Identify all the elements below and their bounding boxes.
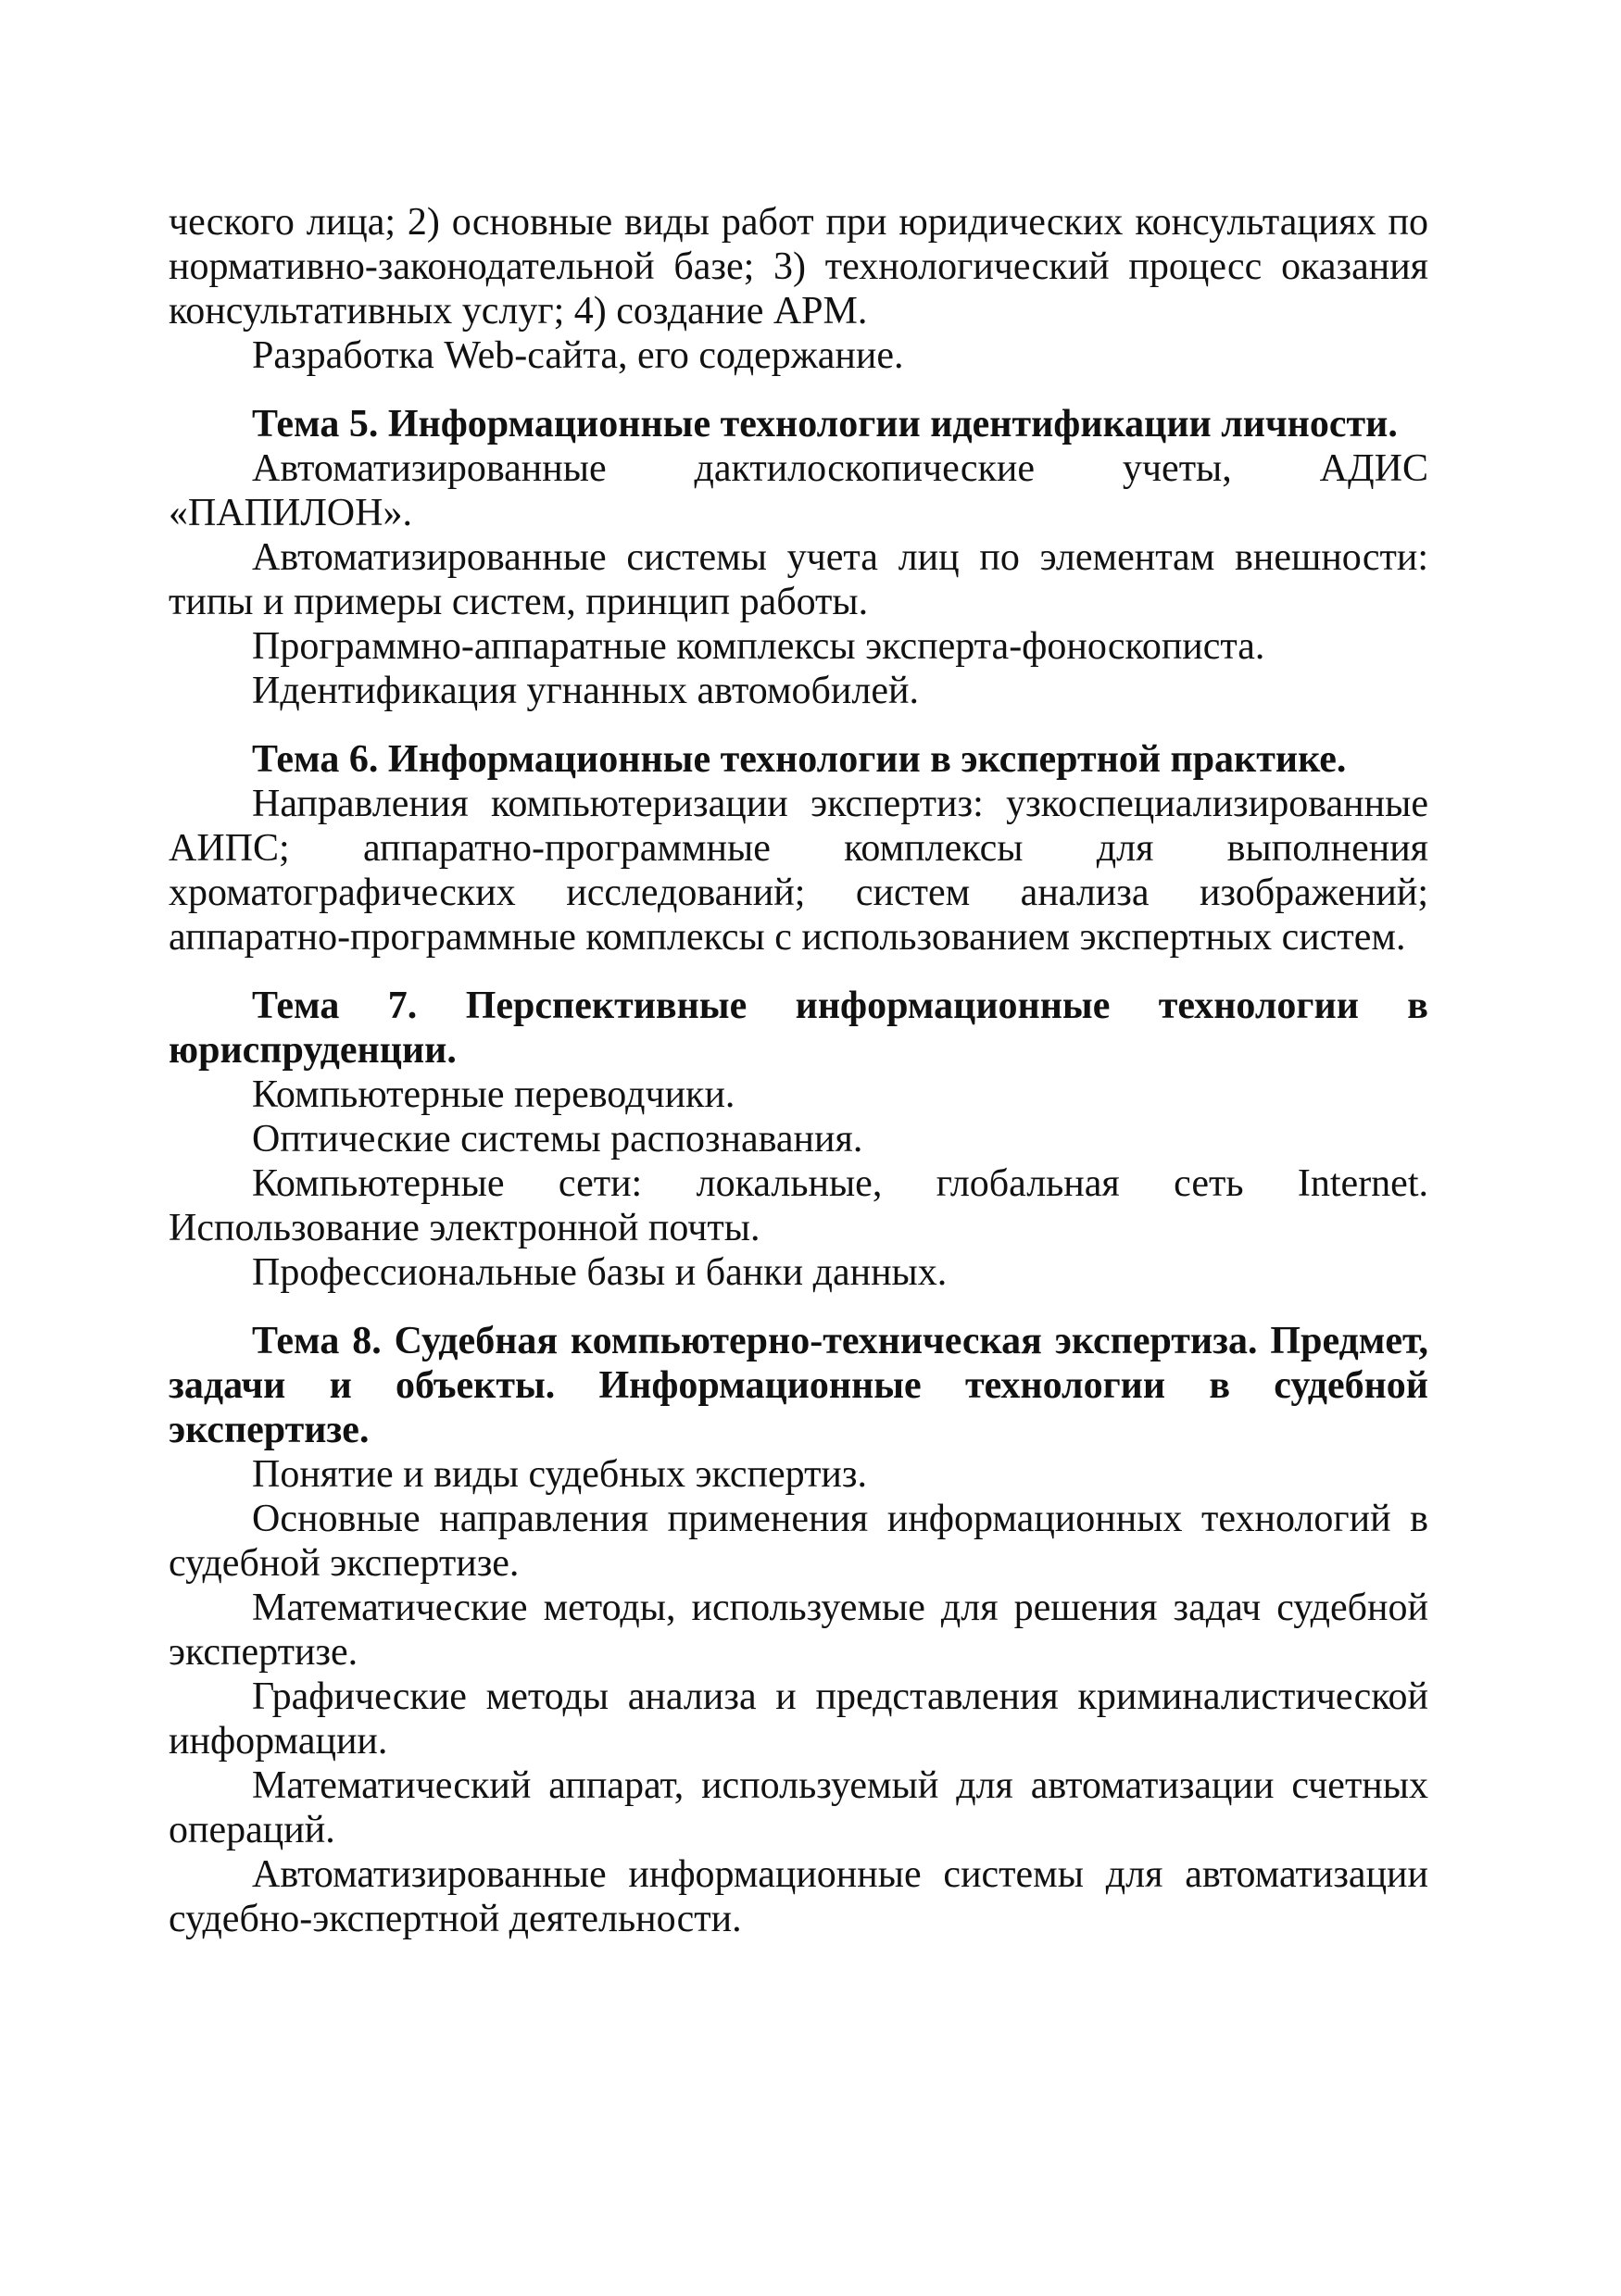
section-paragraph: Автоматизированные информационные системы для автоматизации судебно-экспертной деятельности. xyxy=(169,1853,1428,1940)
section-heading: Тема 6. Информационные технологии в экспертной практике. xyxy=(252,738,1347,781)
section-paragraph: Автоматизированные системы учета лиц по элементам внешности: типы и примеры систем, принцип работы. xyxy=(169,536,1428,623)
section-paragraph: Направления компьютеризации экспертиз: узкоспециализированные АИПС; аппаратно-программные комплексы для выполнения хроматографических исследований; систем анализа изображений; аппаратно-программные комплексы с использованием экспертных систем. xyxy=(169,783,1428,959)
intro-paragraph xyxy=(169,200,1428,333)
sections-container xyxy=(169,402,1428,1941)
section-8 xyxy=(169,1319,1428,1941)
document-page xyxy=(169,200,1428,1941)
intro-line-3: консультативных услуг; 4) создание АРМ. xyxy=(169,290,868,332)
section-heading: Тема 7. Перспективные информационные технологии в юриспруденции. xyxy=(169,985,1428,1072)
section-heading: Тема 5. Информационные технологии идентификации личности. xyxy=(252,403,1398,445)
section-paragraph: Профессиональные базы и банки данных. xyxy=(252,1251,948,1294)
intro-line-1: ческого лица; 2) основные виды работ при юридических консультациях по xyxy=(169,201,1428,244)
intro-extra: Разработка Web-сайта, его содержание. xyxy=(252,334,904,377)
section-heading: Тема 8. Судебная компьютерно-техническая экспертиза. Предмет, задачи и объекты. Информационные технологии в судебной экспертизе. xyxy=(169,1320,1428,1451)
section-paragraph: Компьютерные переводчики. xyxy=(252,1073,735,1116)
section-paragraph: Графические методы анализа и представления криминалистической информации. xyxy=(169,1675,1428,1763)
section-7 xyxy=(169,984,1428,1295)
section-paragraph: Математический аппарат, используемый для автоматизации счетных операций. xyxy=(169,1764,1428,1851)
section-paragraph: Основные направления применения информационных технологий в судебной экспертизе. xyxy=(169,1498,1428,1585)
section-paragraph: Математические методы, используемые для решения задач судебной экспертизе. xyxy=(169,1587,1428,1674)
section-paragraph: Понятие и виды судебных экспертиз. xyxy=(252,1453,868,1496)
section-5 xyxy=(169,402,1428,713)
section-6 xyxy=(169,737,1428,960)
section-paragraph: Оптические системы распознавания. xyxy=(252,1118,863,1161)
intro-line-2: нормативно-законодательной базе; 3) технологический процесс оказания xyxy=(169,245,1428,288)
section-paragraph: Автоматизированные дактилоскопические учеты, АДИС «ПАПИЛОН». xyxy=(169,447,1428,534)
section-paragraph: Программно-аппаратные комплексы эксперта-фоноскописта. xyxy=(252,625,1265,668)
section-paragraph: Компьютерные сети: локальные, глобальная сеть Internet. Использование электронной почты. xyxy=(169,1162,1428,1249)
section-paragraph: Идентификация угнанных автомобилей. xyxy=(252,670,919,712)
